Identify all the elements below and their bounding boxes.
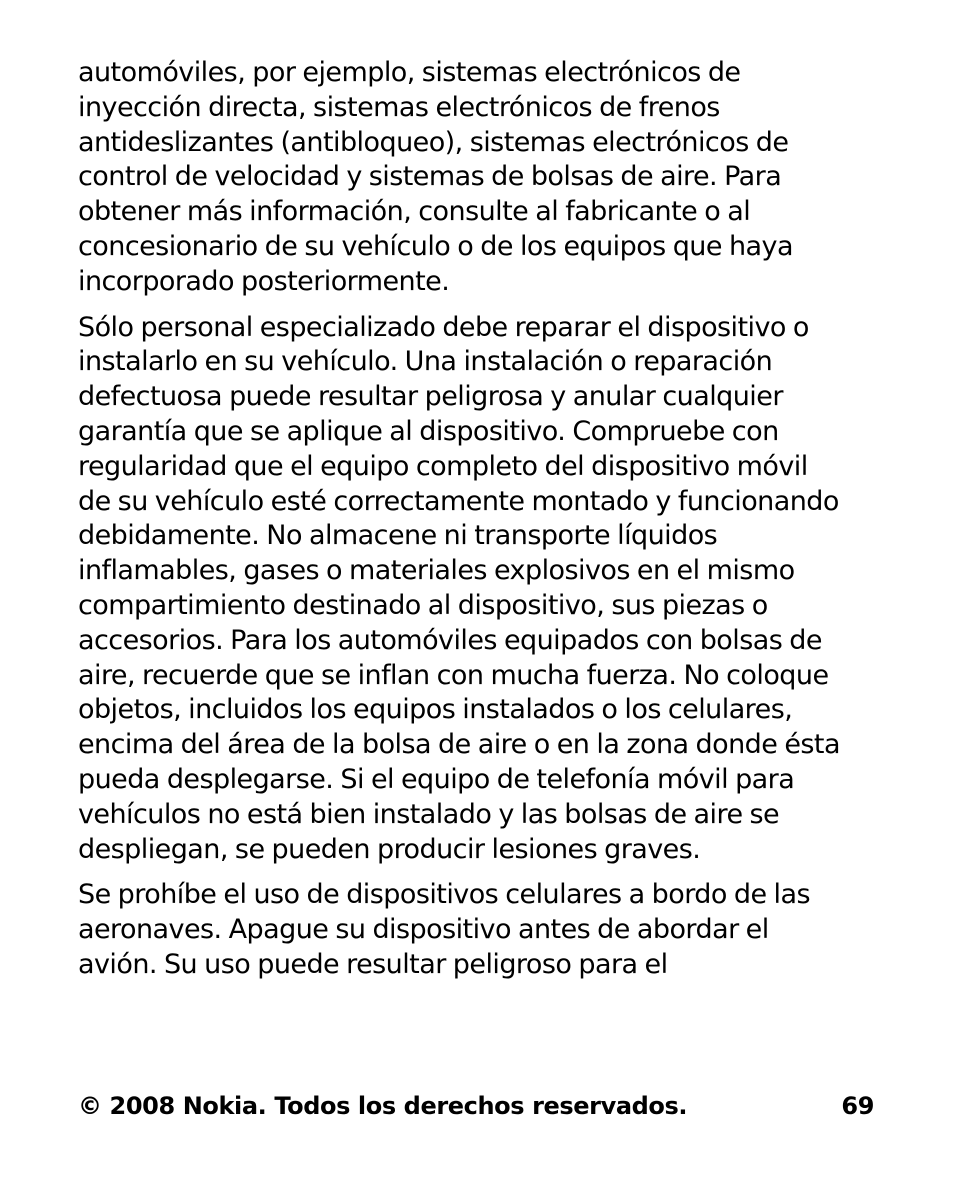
text-line: regularidad que el equipo completo del dispositivo móvil	[78, 450, 808, 482]
text-line: Se prohíbe el uso de dispositivos celulares a bordo de las	[78, 879, 811, 911]
text-line: de su vehículo esté correctamente montado y funcionando	[78, 485, 839, 517]
text-line: avión. Su uso puede resultar peligroso para el	[78, 948, 668, 980]
page-number: 69	[841, 1092, 874, 1120]
text-line: compartimiento destinado al dispositivo, sus piezas o	[78, 589, 768, 621]
text-line: instalarlo en su vehículo. Una instalación o reparación	[78, 346, 773, 378]
text-line: despliegan, se pueden producir lesiones graves.	[78, 833, 701, 865]
text-line: inflamables, gases o materiales explosivos en el mismo	[78, 555, 795, 587]
text-line: aeronaves. Apague su dispositivo antes de abordar el	[78, 914, 769, 946]
paragraph-2	[78, 311, 878, 868]
paragraph-3	[78, 878, 878, 982]
paragraph-1	[78, 56, 878, 300]
text-line: inyección directa, sistemas electrónicos de frenos	[78, 91, 720, 123]
text-line: pueda desplegarse. Si el equipo de telefonía móvil para	[78, 763, 795, 795]
page-footer	[78, 1088, 874, 1124]
text-line: garantía que se aplique al dispositivo. Compruebe con	[78, 415, 779, 447]
text-line: aire, recuerde que se inflan con mucha fuerza. No coloque	[78, 659, 829, 691]
text-line: antideslizantes (antibloqueo), sistemas electrónicos de	[78, 126, 789, 158]
text-line: encima del área de la bolsa de aire o en la zona donde ésta	[78, 729, 840, 761]
document-body	[78, 56, 878, 994]
text-line: obtener más información, consulte al fabricante o al	[78, 196, 751, 228]
text-line: vehículos no está bien instalado y las bolsas de aire se	[78, 798, 780, 830]
copyright-notice: © 2008 Nokia. Todos los derechos reservados.	[78, 1092, 688, 1120]
text-line: objetos, incluidos los equipos instalados o los celulares,	[78, 694, 793, 726]
text-line: concesionario de su vehículo o de los equipos que haya	[78, 230, 793, 262]
text-line: incorporado posteriormente.	[78, 265, 450, 297]
text-line: automóviles, por ejemplo, sistemas electrónicos de	[78, 57, 741, 88]
text-line: defectuosa puede resultar peligrosa y anular cualquier	[78, 381, 783, 413]
text-line: debidamente. No almacene ni transporte líquidos	[78, 520, 718, 552]
text-line: accesorios. Para los automóviles equipados con bolsas de	[78, 624, 822, 656]
text-line: control de velocidad y sistemas de bolsas de aire. Para	[78, 161, 782, 193]
text-line: Sólo personal especializado debe reparar el dispositivo o	[78, 311, 809, 343]
